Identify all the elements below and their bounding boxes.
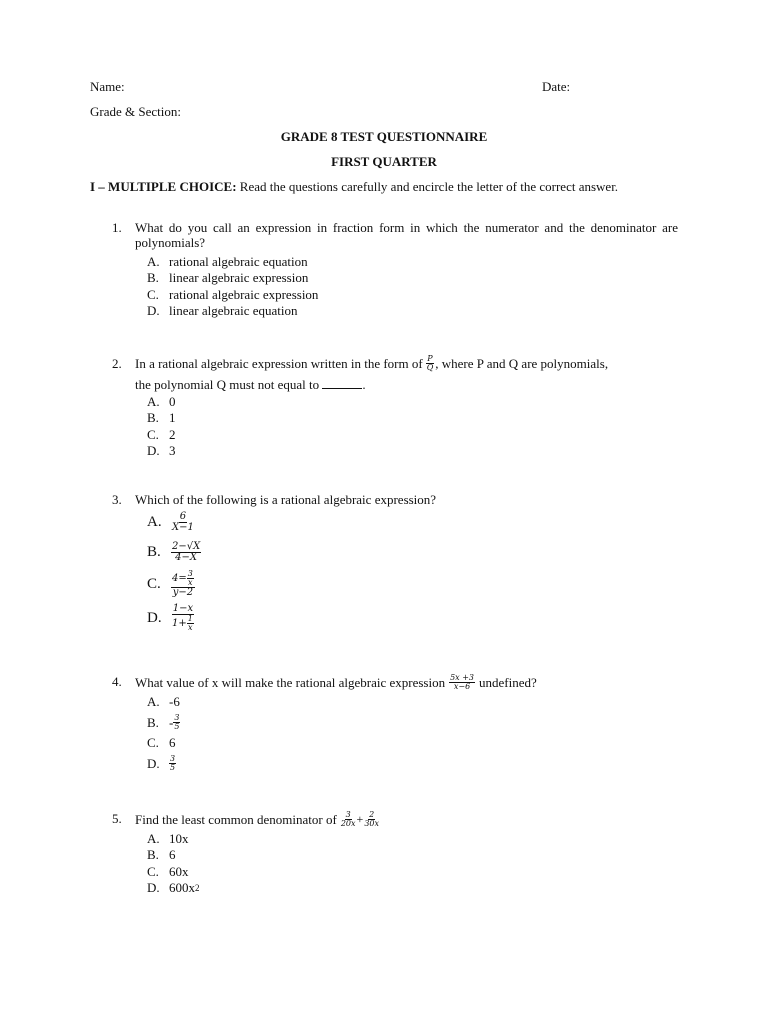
q5-option-d[interactable]: D. 600x 2 <box>147 880 200 896</box>
q5-options <box>147 830 200 896</box>
q3-option-b[interactable]: B. $\frac{2-√X}{4-X}$ <box>147 540 201 563</box>
q2-option-a[interactable]: A. 0 <box>147 393 176 409</box>
q4-option-a[interactable]: A. -6 <box>147 694 180 709</box>
q2-option-c[interactable]: C. 2 <box>147 426 176 442</box>
q5-number: 5. <box>112 811 122 826</box>
q3-c-fraction: 4= $\frac{3}{x}$ y−2 <box>172 569 194 598</box>
q2-options <box>147 393 176 459</box>
q2-option-b[interactable]: B. 1 <box>147 410 176 426</box>
document-title: GRADE 8 TEST QUESTIONNAIRE <box>280 129 488 144</box>
q1-text: What do you call an expression in fraction form in which the numerator and the denominator are polynomials? <box>135 220 678 250</box>
q4-fraction: $\frac{5x +3}{x-6}$ <box>450 672 475 691</box>
q3-option-c[interactable]: C. 4= $\frac{3}{x}$ y−2 <box>147 569 194 598</box>
q2-option-d[interactable]: D. 3 <box>147 443 176 459</box>
q1-option-a[interactable]: A. rational algebraic equation <box>147 253 308 269</box>
q5-option-b[interactable]: B. 6 <box>147 847 176 863</box>
q5-fraction-2: $\frac{2}{30x}$ <box>364 809 380 828</box>
q4-options <box>147 693 180 775</box>
q4-option-d[interactable]: D. $\frac{3}{5}$ <box>147 753 176 772</box>
q4-number: 4. <box>112 674 122 689</box>
q5-option-a[interactable]: A. 10x <box>147 830 189 846</box>
q1-option-d[interactable]: D. linear algebraic equation <box>147 303 298 319</box>
section-instruction <box>90 179 678 194</box>
q2-number: 2. <box>112 356 122 371</box>
q3-option-d[interactable]: D. 1−x 1+ $\frac{1}{x}$ <box>147 603 194 632</box>
q4-line: What value of x will make the rational algebraic expression $\frac{5x +3}{x-6}$ undefined? <box>135 672 537 691</box>
q2-blank <box>322 378 362 389</box>
q3-a-fraction: $\frac{6}{X-1}$ <box>172 510 194 533</box>
q4-option-c[interactable]: C. 6 <box>147 735 176 750</box>
q1-number: 1. <box>112 220 122 235</box>
q4-option-b[interactable]: B. - $\frac{3}{5}$ <box>147 712 180 731</box>
q3-option-a[interactable]: A. $\frac{6}{X-1}$ <box>147 510 194 533</box>
section-instruction-text: Read the questions carefully and encircle the letter of the correct answer. <box>239 179 619 194</box>
q2-line1 <box>135 349 608 377</box>
q2-text-before: In a rational algebraic expression written in the form of <box>135 355 423 371</box>
q1-options <box>147 253 318 319</box>
q2-line2: the polynomial Q must not equal to . <box>135 377 366 392</box>
document-subtitle: FIRST QUARTER <box>331 154 437 169</box>
date-label: Date: <box>542 79 571 94</box>
q5-line: Find the least common denominator of $\frac{3}{20x}$ + $\frac{2}{30x}$ <box>135 809 380 828</box>
q2-fraction: $\frac{P}{Q}$ <box>426 353 434 372</box>
q5-fraction-1: $\frac{3}{20x}$ <box>340 809 356 828</box>
q1-option-c[interactable]: C. rational algebraic expression <box>147 286 319 302</box>
q5-option-c[interactable]: C. 60x <box>147 863 189 879</box>
q3-number: 3. <box>112 492 122 507</box>
q3-text: Which of the following is a rational algebraic expression? <box>135 492 437 507</box>
grade-section-label: Grade & Section: <box>90 104 181 119</box>
q1-option-b[interactable]: B. linear algebraic expression <box>147 270 309 286</box>
q3-b-fraction: $\frac{2-√X}{4-X}$ <box>172 540 201 563</box>
section-heading: I – MULTIPLE CHOICE: <box>90 179 237 194</box>
q3-d-fraction: 1−x 1+ $\frac{1}{x}$ <box>172 603 194 632</box>
q2-text-after: , where P and Q are polynomials, <box>435 355 609 371</box>
name-label: Name: <box>90 79 125 94</box>
